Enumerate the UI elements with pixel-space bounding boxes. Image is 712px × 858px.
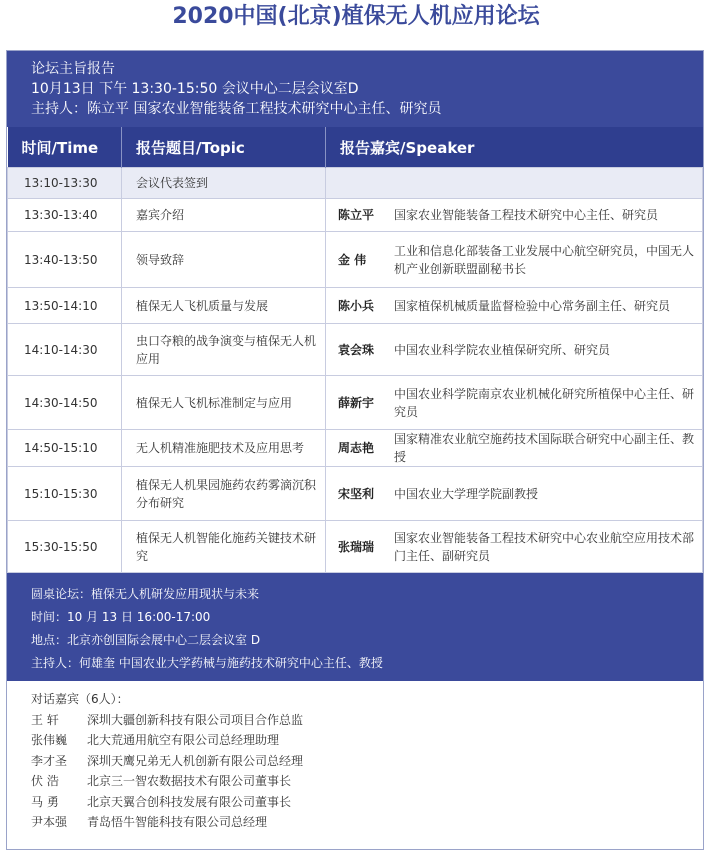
table-row [8, 376, 703, 430]
row-topic: 植保无人飞机质量与发展 [122, 288, 326, 324]
row-speaker [326, 467, 703, 521]
keynote-banner [7, 51, 703, 127]
roundtable-banner [7, 573, 703, 681]
table-row [8, 168, 703, 199]
list-item [31, 812, 703, 833]
header-time: 时间/Time [8, 127, 122, 168]
schedule-table [7, 127, 703, 573]
table-row [8, 521, 703, 573]
table-row [8, 324, 703, 376]
guest-org: 北京三一智农数据技术有限公司董事长 [87, 774, 292, 788]
speaker-org: 国家农业智能装备工程技术研究中心主任、研究员 [394, 208, 659, 222]
row-speaker [326, 199, 703, 232]
guest-name: 张伟巍 [31, 733, 68, 747]
speaker-name: 金 伟 [338, 252, 367, 267]
guest-org: 深圳大疆创新科技有限公司项目合作总监 [87, 712, 304, 727]
table-row [8, 199, 703, 232]
row-time: 13:50-14:10 [8, 288, 122, 324]
speaker-org: 国家植保机械质量监督检验中心常务副主任、研究员 [394, 298, 671, 313]
row-topic: 嘉宾介绍 [122, 199, 326, 232]
speaker-org: 中国农业科学院南京农业机械化研究所植保中心主任、研究员 [394, 386, 695, 419]
guest-name: 王 轩 [31, 712, 59, 727]
list-item [31, 710, 703, 731]
list-item [31, 771, 703, 792]
table-row [8, 288, 703, 324]
dialog-guests [7, 681, 703, 833]
list-item [31, 751, 703, 772]
guest-org: 深圳天鹰兄弟无人机创新有限公司总经理 [87, 753, 304, 768]
speaker-name: 薛新宇 [338, 395, 375, 410]
row-topic: 无人机精准施肥技术及应用思考 [122, 430, 326, 467]
speaker-name: 周志艳 [338, 441, 375, 455]
guest-name: 尹本强 [31, 815, 68, 829]
row-speaker [326, 168, 703, 199]
row-topic: 植保无人飞机标准制定与应用 [122, 376, 326, 430]
table-header-row [8, 127, 703, 168]
program-frame [6, 50, 704, 850]
table-row [8, 232, 703, 288]
roundtable-host: 主持人：何雄奎 中国农业大学药械与施药技术研究中心主任、教授 [31, 656, 383, 670]
keynote-host: 主持人：陈立平 国家农业智能装备工程技术研究中心主任、研究员 [31, 101, 442, 117]
row-speaker [326, 521, 703, 573]
keynote-time: 10月13日 下午 13:30-15:50 会议中心二层会议室D [31, 81, 359, 97]
header-topic: 报告题目/Topic [122, 127, 326, 168]
roundtable-venue: 地点：北京亦创国际会展中心二层会议室 D [31, 633, 261, 647]
page-title: 2020中国(北京)植保无人机应用论坛 [172, 4, 540, 29]
row-time: 13:30-13:40 [8, 199, 122, 232]
row-topic: 植保无人机智能化施药关键技术研究 [122, 521, 326, 573]
guest-org: 北大荒通用航空有限公司总经理助理 [87, 733, 280, 747]
speaker-name: 张瑞瑞 [338, 539, 375, 554]
guest-name: 李才圣 [31, 753, 68, 768]
guest-org: 北京天翼合创科技发展有限公司董事长 [87, 794, 292, 809]
row-time: 14:30-14:50 [8, 376, 122, 430]
speaker-name: 陈小兵 [338, 298, 375, 313]
row-topic: 领导致辞 [122, 232, 326, 288]
speaker-org: 中国农业大学理学院副教授 [394, 486, 539, 501]
speaker-name: 陈立平 [338, 208, 375, 222]
speaker-name: 宋坚利 [338, 486, 375, 501]
row-speaker [326, 376, 703, 430]
row-time: 14:50-15:10 [8, 430, 122, 467]
roundtable-title: 圆桌论坛：植保无人机研发应用现状与未来 [31, 587, 260, 601]
row-time: 15:30-15:50 [8, 521, 122, 573]
speaker-org: 中国农业科学院农业植保研究所、研究员 [394, 342, 611, 357]
list-item [31, 792, 703, 813]
header-speaker: 报告嘉宾/Speaker [326, 127, 703, 168]
table-row [8, 430, 703, 467]
speaker-org: 国家农业智能装备工程技术研究中心农业航空应用技术部门主任、副研究员 [394, 530, 695, 563]
speaker-org: 国家精准农业航空施药技术国际联合研究中心副主任、教授 [394, 432, 695, 464]
keynote-title: 论坛主旨报告 [31, 61, 115, 77]
guest-org: 青岛悟牛智能科技有限公司总经理 [87, 815, 268, 829]
guests-title: 对话嘉宾（6人）： [31, 692, 129, 706]
row-topic: 会议代表签到 [122, 168, 326, 199]
row-topic: 虫口夺粮的战争演变与植保无人机应用 [122, 324, 326, 376]
row-time: 15:10-15:30 [8, 467, 122, 521]
row-speaker [326, 288, 703, 324]
row-speaker [326, 324, 703, 376]
row-time: 14:10-14:30 [8, 324, 122, 376]
table-row [8, 467, 703, 521]
row-topic: 植保无人机果园施药农药雾滴沉积分布研究 [122, 467, 326, 521]
row-speaker [326, 430, 703, 467]
row-speaker [326, 232, 703, 288]
speaker-org: 工业和信息化部装备工业发展中心航空研究员，中国无人机产业创新联盟副秘书长 [394, 243, 695, 276]
list-item [31, 730, 703, 751]
row-time: 13:10-13:30 [8, 168, 122, 199]
guest-name: 马 勇 [31, 794, 59, 809]
row-time: 13:40-13:50 [8, 232, 122, 288]
guest-name: 伏 浩 [31, 774, 59, 788]
roundtable-time: 时间：10 月 13 日 16:00-17:00 [31, 610, 211, 624]
speaker-name: 袁会珠 [338, 342, 375, 357]
